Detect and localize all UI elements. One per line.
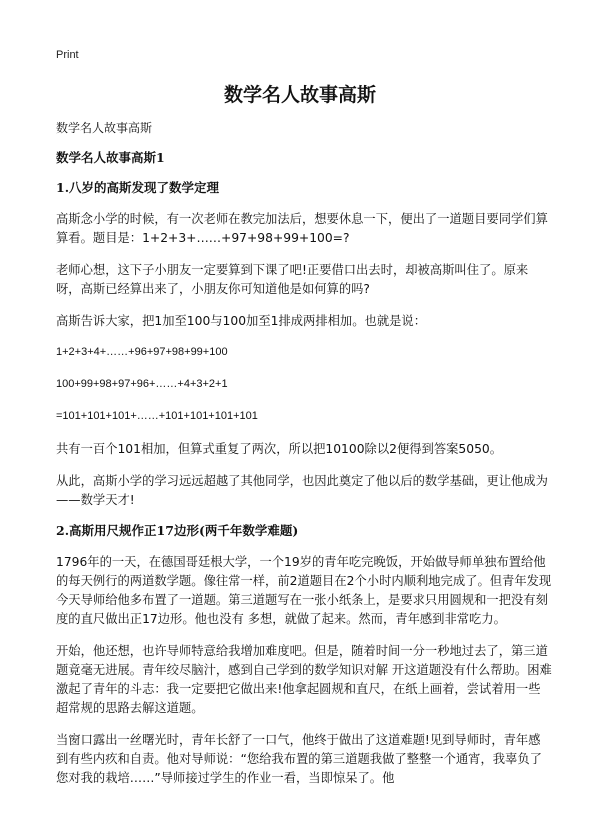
paragraph: 开始，他还想，也许导师特意给我增加难度吧。但是，随着时间一分一秒地过去了，第三道题竟毫无进展。青年绞尽脑汁，感到自己学到的数学知识对解 开这道题没有什么帮助。困难激起了青年的斗志：我一定要把它做出来!他拿起圆规和直尺，在纸上画着，尝试着用一些超常规的思路去解这道题。: [56, 644, 552, 715]
paragraph: 共有一百个101相加，但算式重复了两次，所以把10100除以2便得到答案5050。: [56, 442, 503, 456]
formula-line: 1+2+3+4+……+96+97+98+99+100: [56, 346, 228, 358]
paragraph: 高斯念小学的时候，有一次老师在教完加法后，想要休息一下，便出了一道题目要同学们算算看。题目是：1+2+3+……+97+98+99+100=?: [56, 212, 548, 245]
print-link[interactable]: Print: [56, 49, 79, 61]
document-subtitle: 数学名人故事高斯: [56, 121, 153, 135]
story-heading: 2.高斯用尺规作正17边形(两千年数学难题): [56, 523, 299, 538]
paragraph: 1796年的一天，在德国哥廷根大学，一个19岁的青年吃完晚饭，开始做导师单独布置给他的每天例行的两道数学题。像往常一样，前2道题目在2个小时内顺利地完成了。但青年发现今天导师给他多布置了一道题。第三道题写在一张小纸条上，是要求只用圆规和一把没有刻度的直尺做出正17边形。他也没有 多想，就做了起来。然而，青年感到非常吃力。: [56, 555, 552, 626]
paragraph: 高斯告诉大家，把1加至100与100加至1排成两排相加。也就是说：: [56, 314, 427, 328]
paragraph: 从此，高斯小学的学习远远超越了其他同学，也因此奠定了他以后的数学基础，更让他成为——数学天才!: [56, 474, 548, 507]
section-heading: 数学名人故事高斯1: [56, 150, 165, 165]
formula-line: 100+99+98+97+96+……+4+3+2+1: [56, 378, 228, 390]
document-body: [56, 120, 552, 801]
formula-line: =101+101+101+……+101+101+101+101: [56, 410, 258, 422]
paragraph: 当窗口露出一丝曙光时，青年长舒了一口气，他终于做出了这道难题!见到导师时，青年感到有些内疚和自责。他对导师说：“您给我布置的第三道题我做了整整一个通宵，我辜负了您对我的栽培……”导师接过学生的作业一看，当即惊呆了。他: [56, 733, 542, 785]
paragraph: 老师心想，这下子小朋友一定要算到下课了吧!正要借口出去时，却被高斯叫住了。原来呀，高斯已经算出来了，小朋友你可知道他是如何算的吗?: [56, 263, 529, 296]
document-title: 数学名人故事高斯: [223, 84, 376, 106]
story-heading: 1.八岁的高斯发现了数学定理: [56, 180, 220, 195]
